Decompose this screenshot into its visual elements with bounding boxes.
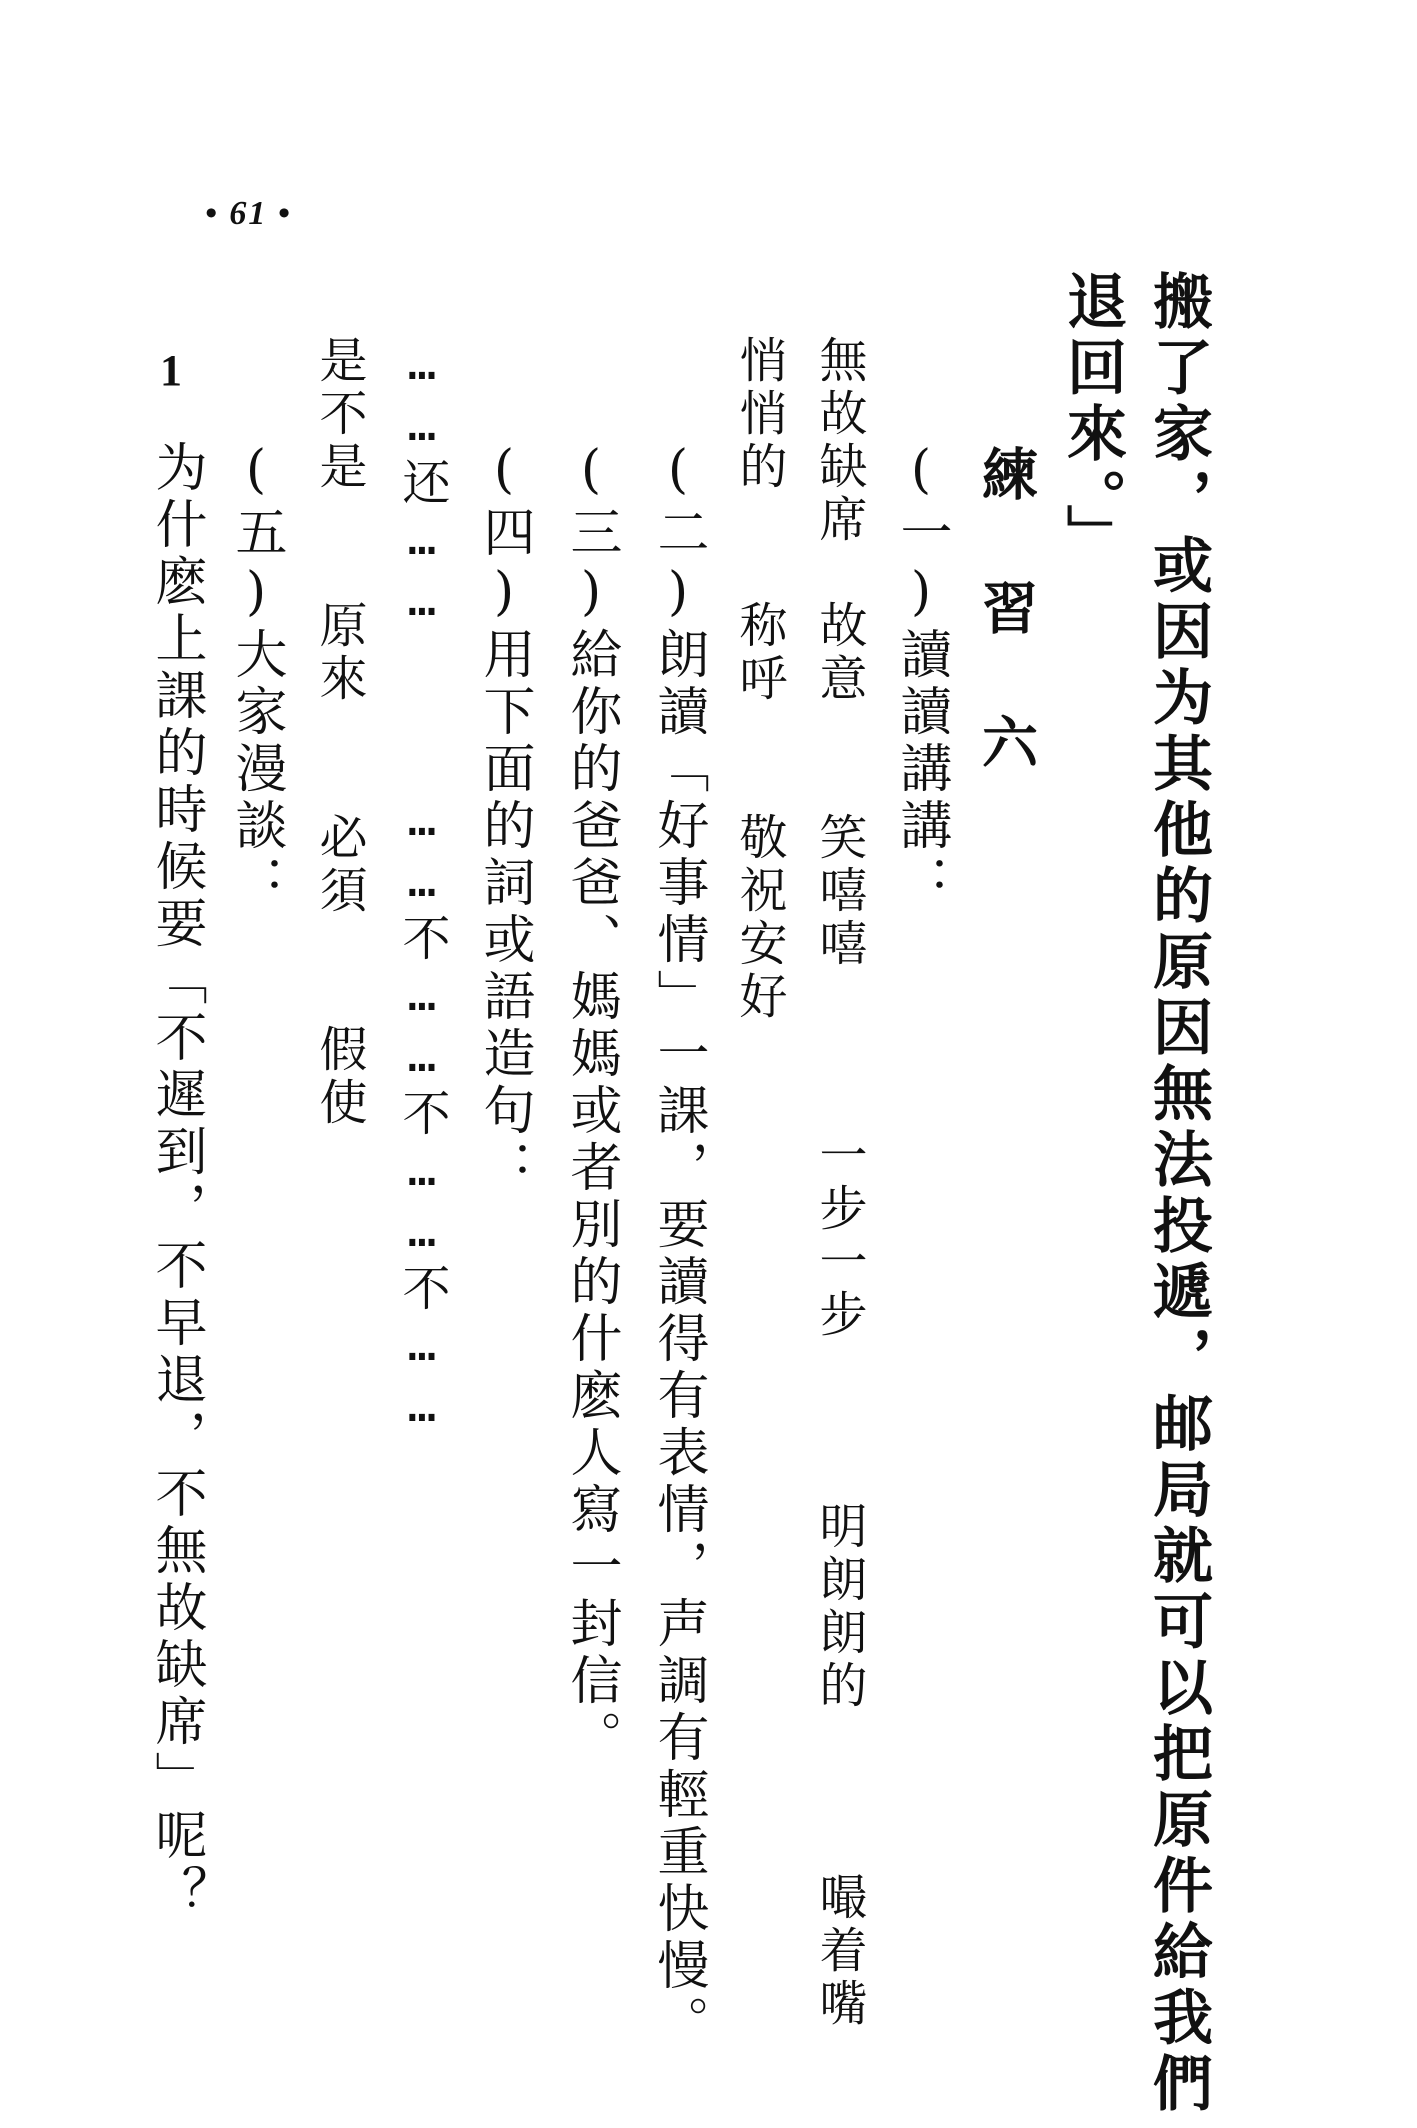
q1-word-row-2: 悄悄的 称呼 敬祝安好 <box>731 335 787 1024</box>
prev-text-column-1: 搬了家，或因为其他的原因無法投遞，邮局就可以把原件給我們 <box>1143 270 1213 2118</box>
q3-text: (三)給你的爸爸、媽媽或者別的什麽人寫一封信。 <box>561 440 621 1767</box>
q5-item-number: 1 <box>160 346 182 395</box>
q4-pattern-row-2: 是不是 原來 必須 假使 <box>311 335 367 1130</box>
q2-text: (二)朗讀「好事情」一課，要讀得有表情，声調有輕重快慢。 <box>648 440 708 2052</box>
exercise-heading: 練 習 六 <box>973 445 1039 775</box>
q1-word-row-1: 無故缺席 故意 笑嘻嘻 一步一步 明朗朗的 嘬着嘴 <box>811 335 867 2031</box>
page-number: • 61 • <box>205 195 292 232</box>
prev-text-column-2: 退回來。」 <box>1057 270 1127 570</box>
q5-label: (五)大家漫談： <box>226 440 286 912</box>
q4-label: (四)用下面的詞或語造句： <box>474 440 534 1197</box>
q1-label: (一)讀讀講講： <box>891 440 951 912</box>
q5-item-text: 为什麽上課的時候要「不遲到，不早退，不無故缺席」呢？ <box>146 440 206 1922</box>
q4-pattern-row-1: ……还…… ……不……不……不…… <box>394 335 450 1438</box>
